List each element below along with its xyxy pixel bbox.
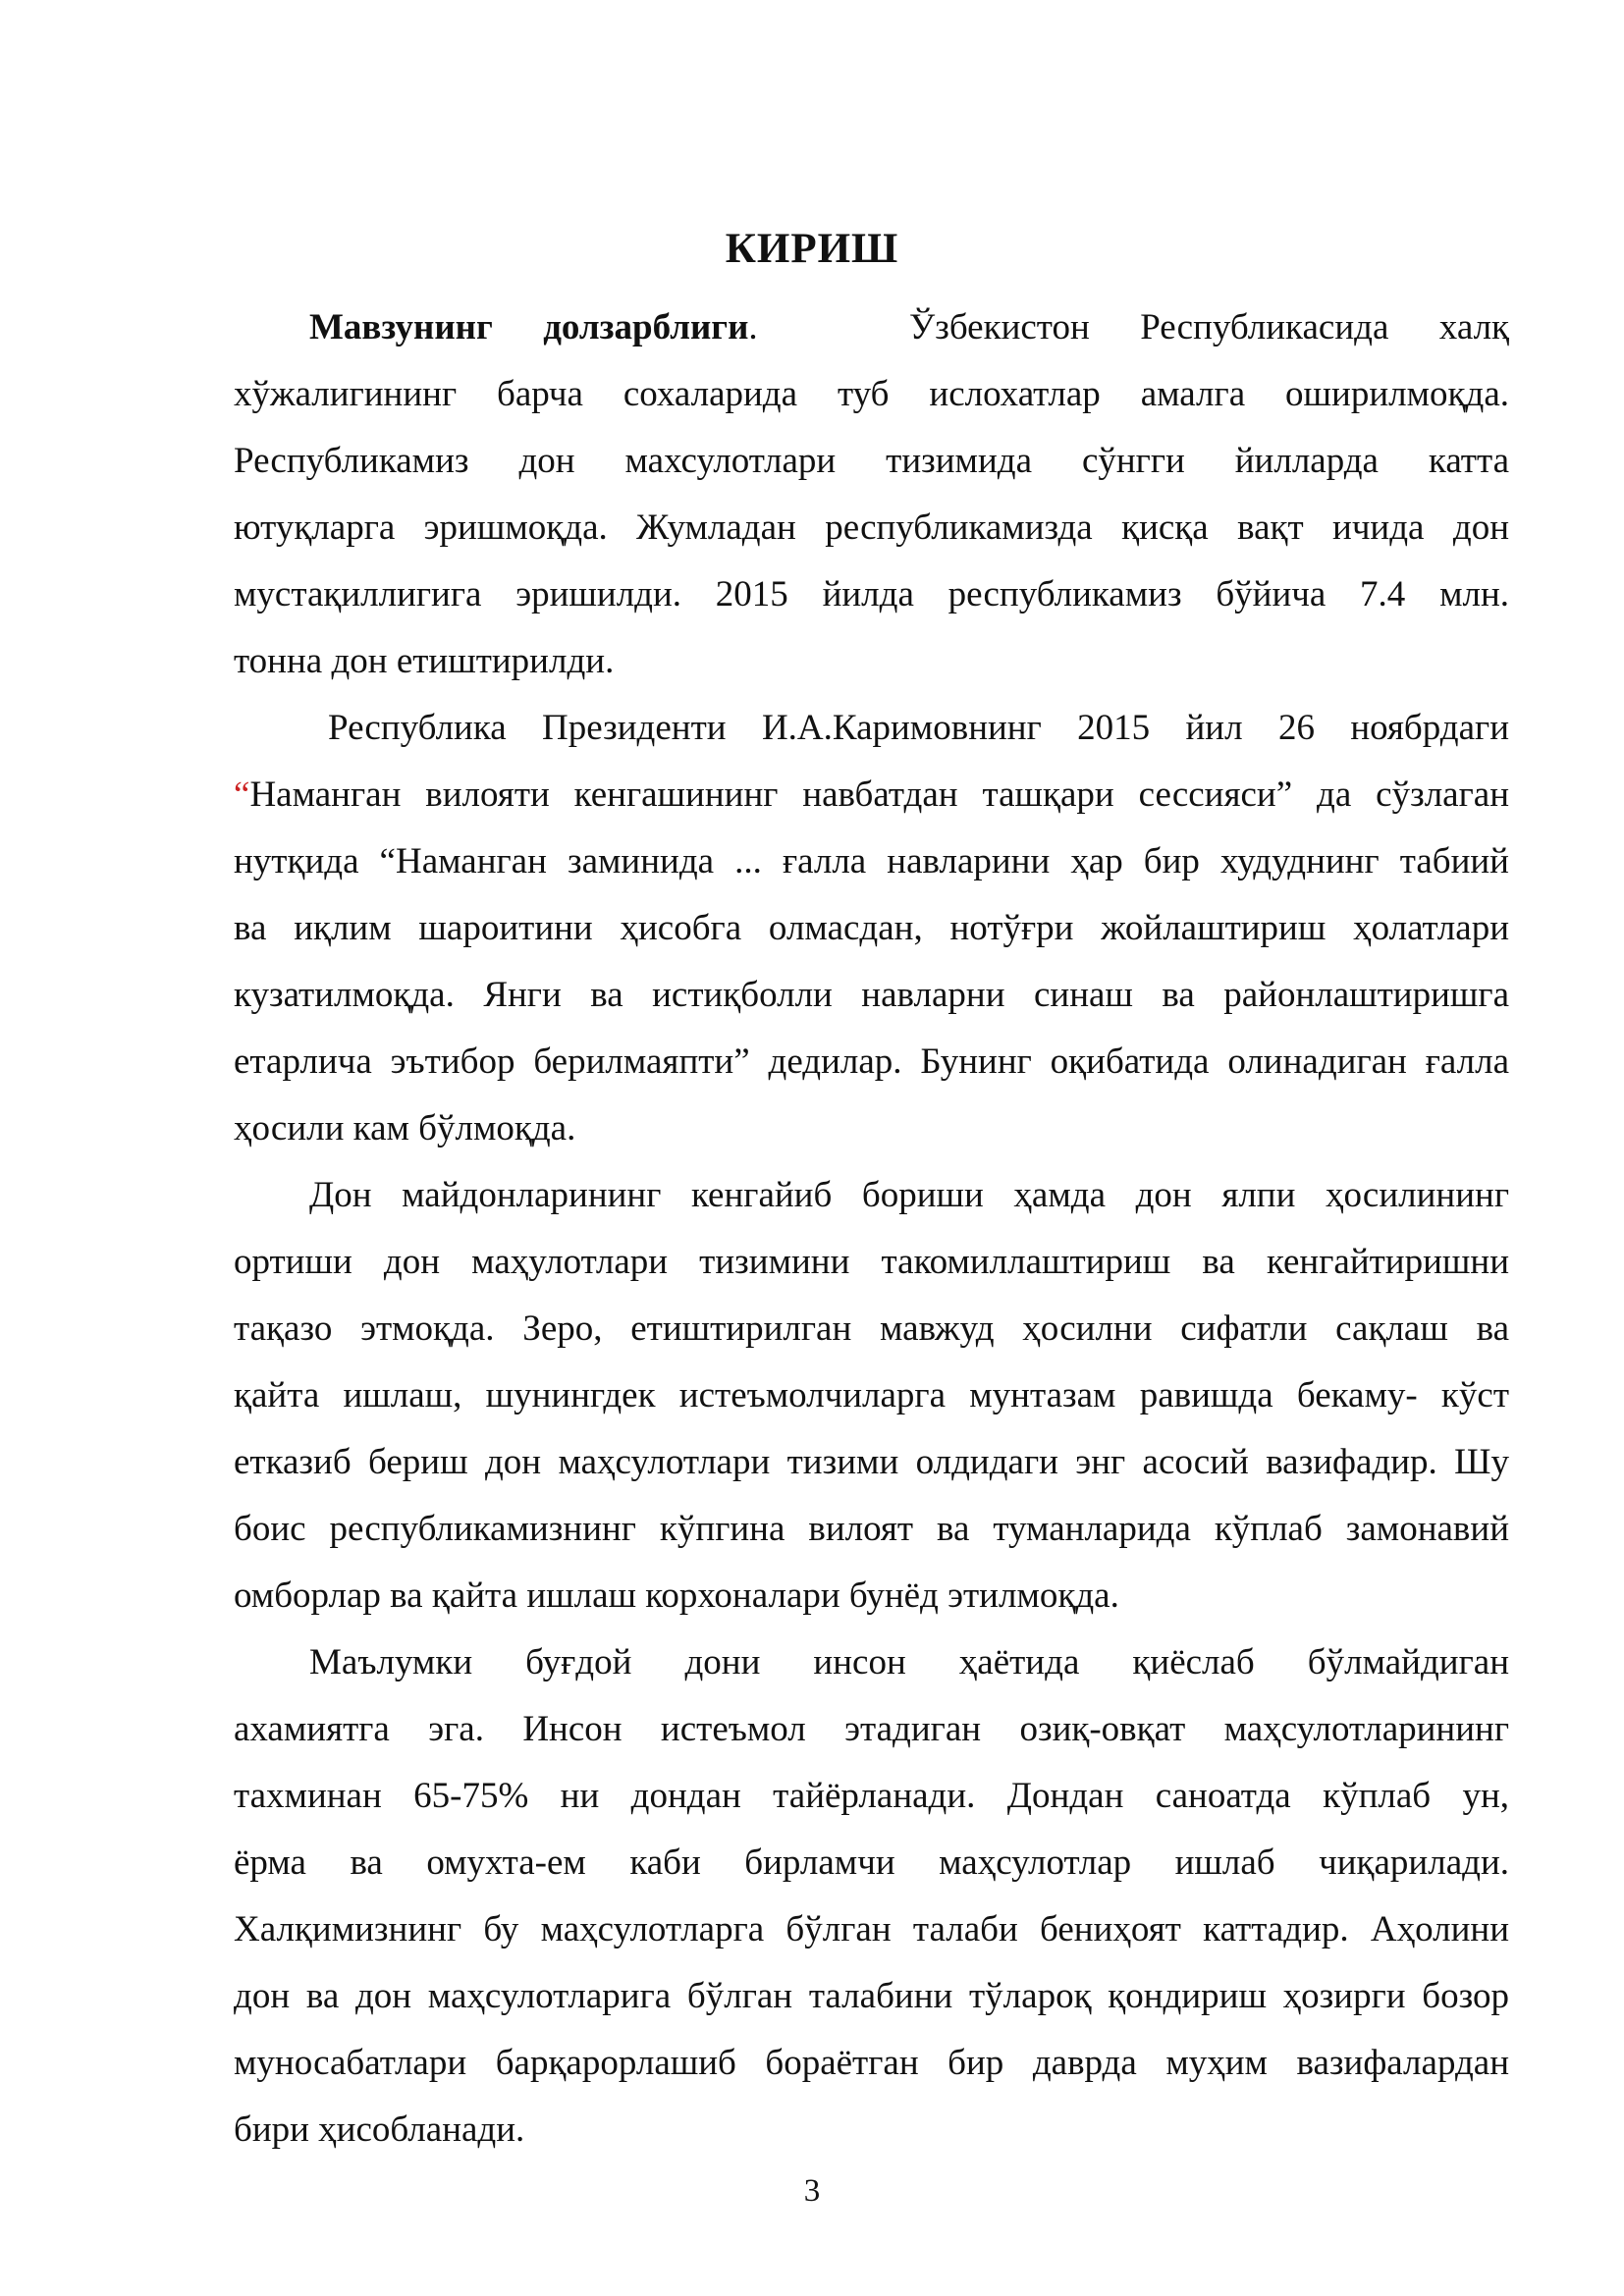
paragraph-line: Халқимизнинг бу маҳсулотларга бўлган талаби бениҳоят каттадир. Аҳолини: [234, 1909, 1509, 1949]
paragraph-line: хўжалигининг барча сохаларида туб ислохатлар амалга оширилмоқда.: [234, 374, 1509, 414]
paragraph-line: ортиши дон маҳулотлари тизимини такомиллаштириш ва кенгайтиришни: [234, 1242, 1509, 1282]
page-title: КИРИШ: [725, 226, 899, 272]
paragraph-line: тахминан 65-75% ни дондан тайёрланади. Дондан саноатда кўплаб ун,: [234, 1776, 1509, 1816]
paragraph-line: [309, 304, 1509, 351]
relevance-lead: [309, 307, 748, 347]
paragraph-line: бири ҳисобланади.: [234, 2109, 525, 2150]
paragraph-line: тақазо этмоқда. Зеро, етиштирилган мавжуд ҳосилни сифатли сақлаш ва: [234, 1308, 1509, 1349]
paragraph-line: етказиб бериш дон маҳсулотлари тизими олдидаги энг асосий вазифадир. Шу: [234, 1442, 1509, 1482]
paragraph-line: кузатилмоқда. Янги ва истиқболли навларни синаш ва районлаштиришга: [234, 975, 1509, 1015]
paragraph-line: Республика Президенти И.А.Каримовнинг 2015 йил 26 ноябрдаги: [328, 708, 1509, 748]
paragraph-line: дон ва дон маҳсулотларига бўлган талабини тўлароқ қондириш ҳозирги бозор: [234, 1976, 1509, 2016]
paragraph-line: ахамиятга эга. Инсон истеъмол этадиган озиқ-овқат маҳсулотларининг: [234, 1709, 1509, 1749]
paragraph-line: ҳосили кам бўлмоқда.: [234, 1108, 576, 1148]
paragraph-line: омборлар ва қайта ишлаш корхоналари бунёд этилмоқда.: [234, 1575, 1119, 1616]
lead-period: .: [748, 307, 758, 347]
paragraph-line: Республикамиз дон махсулотлари тизимида сўнгги йилларда катта: [234, 441, 1509, 481]
opening-quote-mark: “: [234, 774, 250, 815]
paragraph-line: боис республикамизнинг кўпгина вилоят ва туманларида кўплаб замонавий: [234, 1509, 1509, 1549]
paragraph-line: Дон майдонларининг кенгайиб бориши ҳамда дон ялпи ҳосилининг: [309, 1175, 1509, 1215]
page-number: 3: [803, 2173, 821, 2209]
paragraph-line: мустақиллигига эришилди. 2015 йилда республикамиз бўйича 7.4 млн.: [234, 574, 1509, 614]
relevance-lead-text: Мавзунинг долзарблиги: [309, 307, 749, 347]
paragraph-line: муносабатлари барқарорлашиб бораётган бир даврда муҳим вазифалардан: [234, 2043, 1509, 2083]
line-text: Ўзбекистон Республикасида халқ: [909, 307, 1510, 347]
paragraph-line: етарлича эътибор берилмаяпти” дедилар. Бунинг оқибатида олинадиган ғалла: [234, 1041, 1509, 1082]
paragraph-line: қайта ишлаш, шунингдек истеъмолчиларга мунтазам равишда бекаму- кўст: [234, 1375, 1509, 1415]
paragraph-line: тонна дон етиштирилди.: [234, 641, 615, 681]
paragraph-line: ва иқлим шароитини ҳисобга олмасдан, нотўғри жойлаштириш ҳолатлари: [234, 908, 1509, 948]
line-text: Наманган вилояти кенгашининг навбатдан ташқари сессияси” да сўзлаган: [249, 774, 1509, 815]
paragraph-line: Маълумки буғдой дони инсон ҳаётида қиёслаб бўлмайдиган: [309, 1642, 1509, 1682]
paragraph-line: [234, 772, 1509, 819]
paragraph-line: ютуқларга эришмоқда. Жумладан республикамизда қисқа вақт ичида дон: [234, 507, 1509, 548]
paragraph-line: нутқида “Наманган заминида ... ғалла навларини ҳар бир худуднинг табиий: [234, 841, 1509, 881]
paragraph-line: ёрма ва омухта-ем каби бирламчи маҳсулотлар ишлаб чиқарилади.: [234, 1842, 1509, 1883]
